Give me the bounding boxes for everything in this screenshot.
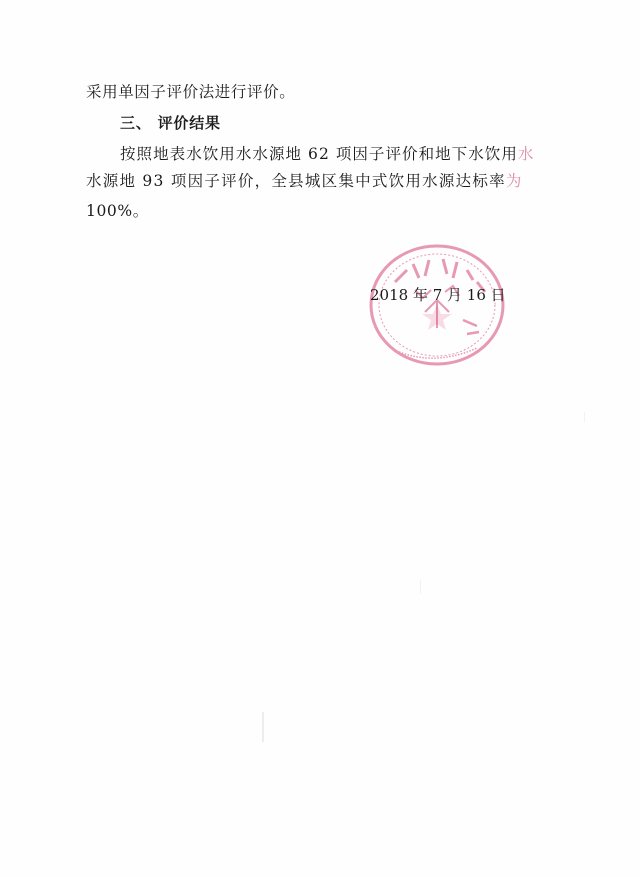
scan-speck [584, 412, 585, 422]
signature-date: 2018 年 7 月 16 日 [370, 286, 506, 304]
paragraph-result-line-2 [86, 171, 523, 191]
scan-speck [262, 712, 264, 742]
paragraph-method: 采用单因子评价法进行评价。 [86, 83, 296, 101]
result-text-1-edge: 水 [517, 145, 535, 163]
result-text-2: 水源地 93 项因子评价，全县城区集中式饮用水源达标率 [86, 172, 506, 190]
official-seal-stamp [355, 242, 513, 374]
section-heading: 三、 评价结果 [120, 114, 221, 132]
paragraph-result-line-1 [120, 144, 534, 164]
paragraph-result-line-3: 100%。 [86, 202, 149, 220]
result-text-1: 按照地表水饮用水水源地 62 项因子评价和地下水饮用 [120, 145, 518, 163]
scan-speck [420, 580, 421, 594]
result-text-2-edge: 为 [505, 172, 523, 190]
